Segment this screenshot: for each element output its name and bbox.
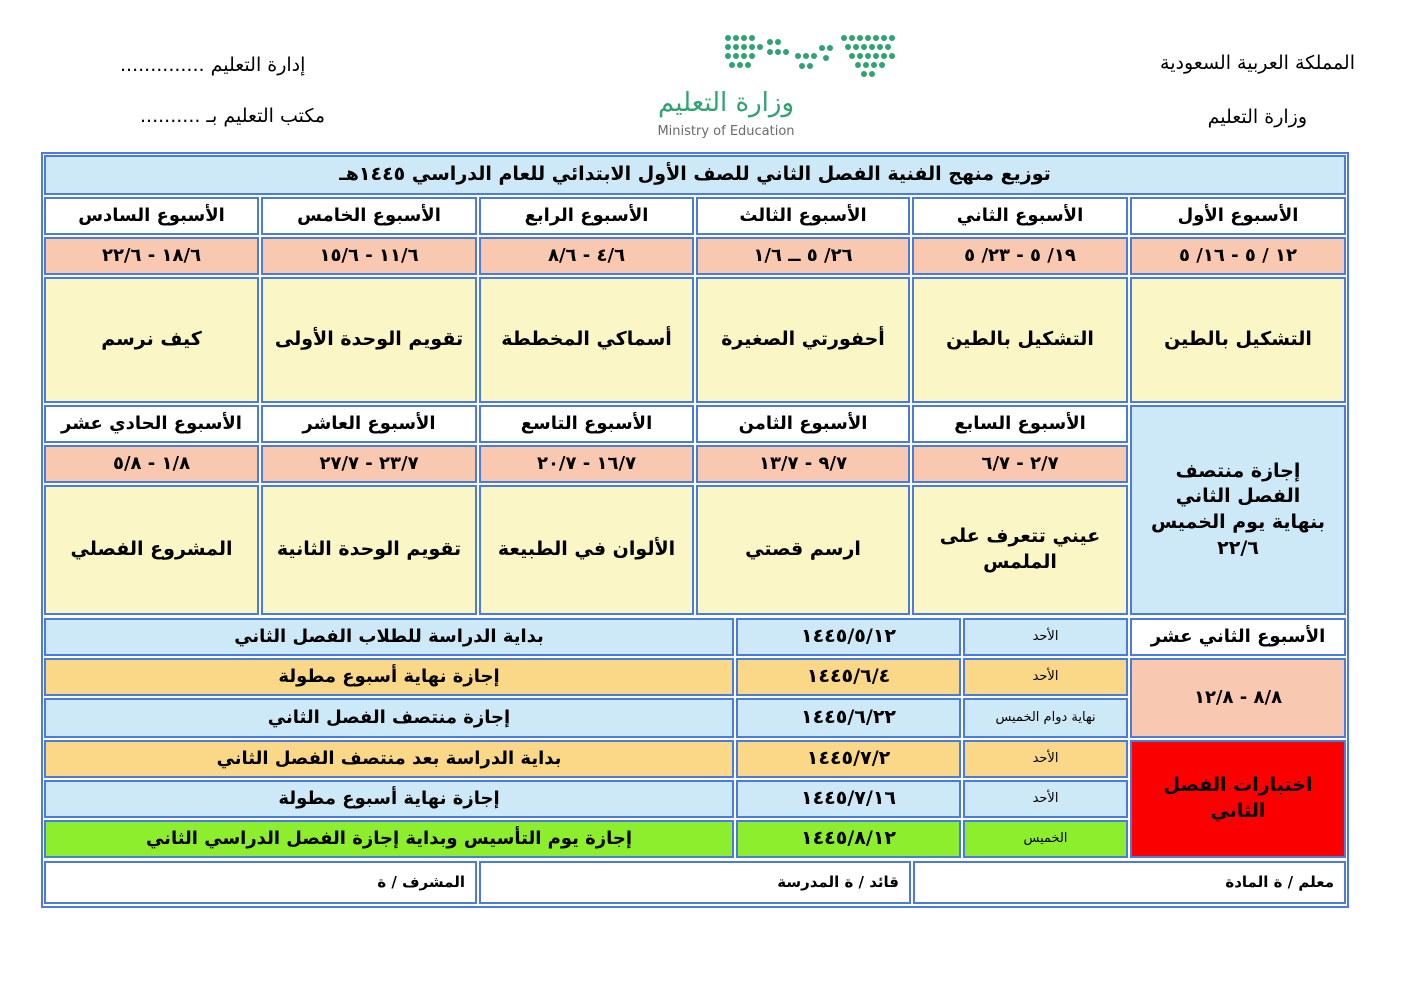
week-9-dates: ١٦/٧ - ٢٠/٧	[479, 445, 694, 483]
event-day: الأحد	[963, 780, 1128, 818]
week-10-topic: تقويم الوحدة الثانية	[261, 485, 477, 615]
week-11-topic: المشروع الفصلي	[44, 485, 259, 615]
week-9-name: الأسبوع التاسع	[479, 405, 694, 443]
week-6-topic: كيف نرسم	[44, 277, 259, 403]
event-text: إجازة يوم التأسيس وبداية إجازة الفصل الدراسي الثاني	[44, 820, 734, 858]
week-3-name: الأسبوع الثالث	[696, 197, 910, 235]
signature-principal: قائد / ة المدرسة	[479, 861, 911, 904]
week-4-dates: ٤/٦ - ٨/٦	[479, 237, 694, 275]
week-1-topic: التشكيل بالطين	[1130, 277, 1346, 403]
country-name: المملكة العربية السعودية	[1160, 52, 1355, 74]
signature-supervisor: المشرف / ة	[44, 861, 477, 904]
week-5-topic: تقويم الوحدة الأولى	[261, 277, 477, 403]
week-1-dates: ١٢ / ٥ - ١٦/ ٥	[1130, 237, 1346, 275]
week-8-name: الأسبوع الثامن	[696, 405, 910, 443]
week-12-dates: ٨/٨ - ١٢/٨	[1130, 658, 1346, 738]
exams-label: اختبارات الفصل الثاني	[1130, 740, 1346, 858]
week-4-name: الأسبوع الرابع	[479, 197, 694, 235]
event-text: إجازة نهاية أسبوع مطولة	[44, 780, 734, 818]
event-day: الأحد	[963, 658, 1128, 696]
week-8-topic: ارسم قصتي	[696, 485, 910, 615]
event-text: بداية الدراسة بعد منتصف الفصل الثاني	[44, 740, 734, 778]
event-day: الأحد	[963, 740, 1128, 778]
week-2-dates: ١٩/ ٥ - ٢٣/ ٥	[912, 237, 1128, 275]
week-5-dates: ١١/٦ - ١٥/٦	[261, 237, 477, 275]
event-date: ١٤٤٥/٦/٤	[736, 658, 961, 696]
logo-english-text: Ministry of Education	[657, 124, 795, 139]
event-date: ١٤٤٥/٨/١٢	[736, 820, 961, 858]
week-10-dates: ٢٣/٧ - ٢٧/٧	[261, 445, 477, 483]
ministry-name: وزارة التعليم	[1207, 106, 1307, 128]
event-day: الأحد	[963, 618, 1128, 656]
event-text: بداية الدراسة للطلاب الفصل الثاني	[44, 618, 734, 656]
week-3-dates: ٢٦/ ٥ ــ ١/٦	[696, 237, 910, 275]
week-9-topic: الألوان في الطبيعة	[479, 485, 694, 615]
week-2-topic: التشكيل بالطين	[912, 277, 1128, 403]
logo-arabic-text: وزارة التعليم	[657, 88, 795, 118]
event-date: ١٤٤٥/٧/٢	[736, 740, 961, 778]
education-department: إدارة التعليم ..............	[120, 54, 306, 76]
table-title: توزيع منهج الفنية الفصل الثاني للصف الأول الابتدائي للعام الدراسي ١٤٤٥هـ	[44, 155, 1346, 195]
event-date: ١٤٤٥/٦/٢٢	[736, 698, 961, 738]
event-date: ١٤٤٥/٥/١٢	[736, 618, 961, 656]
week-4-topic: أسماكي المخططة	[479, 277, 694, 403]
week-2-name: الأسبوع الثاني	[912, 197, 1128, 235]
week-7-topic: عيني تتعرف على الملمس	[912, 485, 1128, 615]
week-1-name: الأسبوع الأول	[1130, 197, 1346, 235]
week-12-name: الأسبوع الثاني عشر	[1130, 618, 1346, 656]
week-8-dates: ٩/٧ - ١٣/٧	[696, 445, 910, 483]
week-5-name: الأسبوع الخامس	[261, 197, 477, 235]
event-date: ١٤٤٥/٧/١٦	[736, 780, 961, 818]
event-day: نهاية دوام الخميس	[963, 698, 1128, 738]
signature-teacher: معلم / ة المادة	[913, 861, 1346, 904]
week-3-topic: أحفورتي الصغيرة	[696, 277, 910, 403]
logo-dots-icon	[722, 32, 900, 80]
education-office: مكتب التعليم بـ ..........	[140, 105, 326, 127]
event-text: إجازة نهاية أسبوع مطولة	[44, 658, 734, 696]
week-7-dates: ٢/٧ - ٦/٧	[912, 445, 1128, 483]
mid-semester-holiday-note: إجازة منتصف الفصل الثاني بنهاية يوم الخميس ٢٢/٦	[1130, 405, 1346, 615]
week-6-dates: ١٨/٦ - ٢٢/٦	[44, 237, 259, 275]
week-6-name: الأسبوع السادس	[44, 197, 259, 235]
event-day: الخميس	[963, 820, 1128, 858]
week-7-name: الأسبوع السابع	[912, 405, 1128, 443]
week-11-name: الأسبوع الحادي عشر	[44, 405, 259, 443]
week-10-name: الأسبوع العاشر	[261, 405, 477, 443]
week-11-dates: ١/٨ - ٥/٨	[44, 445, 259, 483]
event-text: إجازة منتصف الفصل الثاني	[44, 698, 734, 738]
